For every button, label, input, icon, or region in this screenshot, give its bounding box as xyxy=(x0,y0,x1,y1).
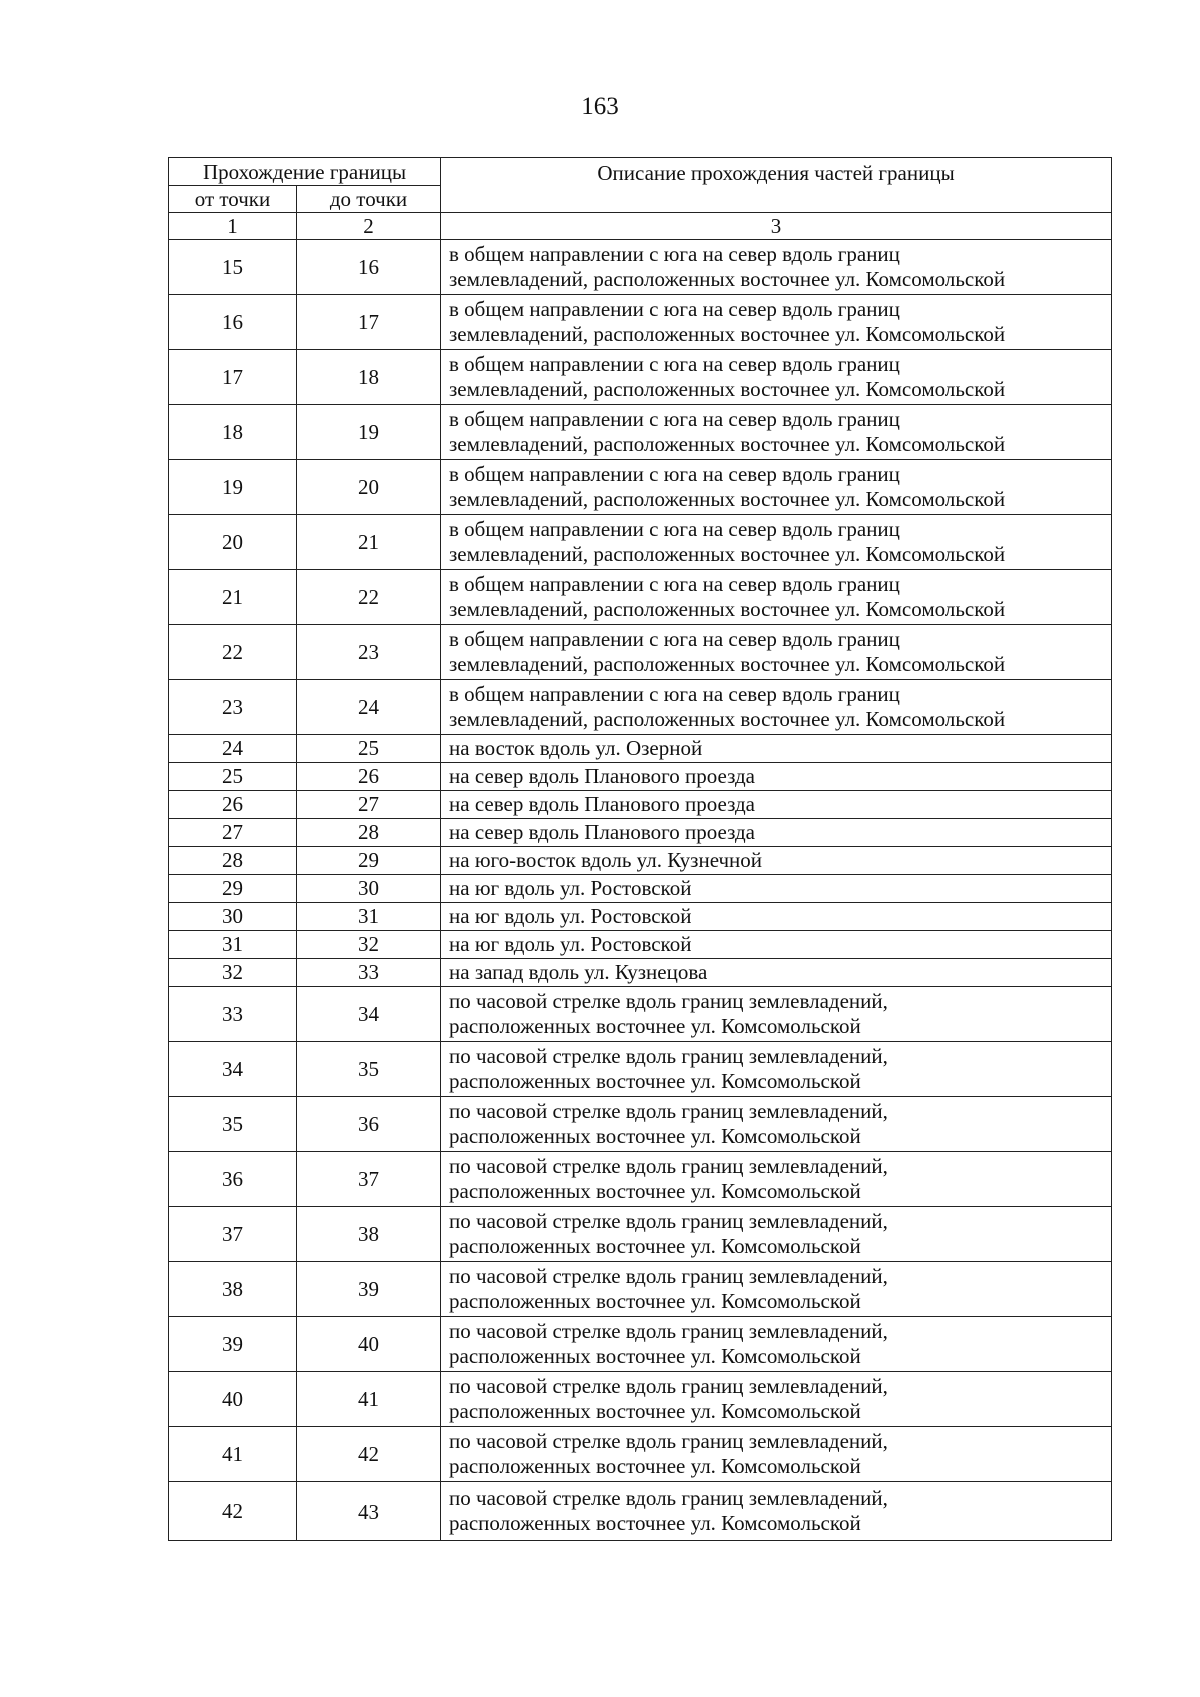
table-row xyxy=(169,625,1112,680)
table-row xyxy=(169,959,1112,987)
table-row xyxy=(169,903,1112,931)
description-line-2: расположенных восточнее ул. Комсомольской xyxy=(449,1124,861,1148)
from-point-cell: 17 xyxy=(169,350,297,405)
from-point-cell: 30 xyxy=(169,903,297,931)
table-row xyxy=(169,1372,1112,1427)
description-line-1: на север вдоль Планового проезда xyxy=(449,792,756,816)
table-row xyxy=(169,405,1112,460)
to-point-cell: 40 xyxy=(297,1317,441,1372)
from-point-cell: 27 xyxy=(169,819,297,847)
description-line-1: по часовой стрелке вдоль границ землевладений, xyxy=(449,1319,888,1343)
description-cell xyxy=(441,350,1112,405)
table-row xyxy=(169,1152,1112,1207)
from-point-cell: 15 xyxy=(169,240,297,295)
to-point-cell: 28 xyxy=(297,819,441,847)
to-point-cell: 25 xyxy=(297,735,441,763)
from-point-cell: 24 xyxy=(169,735,297,763)
description-line-2: землевладений, расположенных восточнее ул. Комсомольской xyxy=(449,707,1006,731)
header-boundary-passage: Прохождение границы xyxy=(169,158,441,186)
description-line-1: по часовой стрелке вдоль границ землевладений, xyxy=(449,1209,888,1233)
description-cell xyxy=(441,1482,1112,1541)
header-from-point: от точки xyxy=(169,186,297,213)
description-line-2: расположенных восточнее ул. Комсомольской xyxy=(449,1344,861,1368)
column-number-2: 2 xyxy=(297,213,441,240)
from-point-cell: 40 xyxy=(169,1372,297,1427)
from-point-cell: 33 xyxy=(169,987,297,1042)
from-point-cell: 32 xyxy=(169,959,297,987)
table-row xyxy=(169,735,1112,763)
to-point-cell: 43 xyxy=(297,1482,441,1541)
to-point-cell: 26 xyxy=(297,763,441,791)
description-line-2: расположенных восточнее ул. Комсомольской xyxy=(449,1234,861,1258)
description-line-2: землевладений, расположенных восточнее ул. Комсомольской xyxy=(449,652,1006,676)
to-point-cell: 29 xyxy=(297,847,441,875)
header-row-group xyxy=(169,158,1112,186)
description-line-1: в общем направлении с юга на север вдоль границ xyxy=(449,517,900,541)
column-number-1: 1 xyxy=(169,213,297,240)
table-row xyxy=(169,1482,1112,1541)
table-row xyxy=(169,791,1112,819)
description-line-1: на юг вдоль ул. Ростовской xyxy=(449,876,692,900)
to-point-cell: 37 xyxy=(297,1152,441,1207)
to-point-cell: 16 xyxy=(297,240,441,295)
header-to-point: до точки xyxy=(297,186,441,213)
description-line-2: землевладений, расположенных восточнее ул. Комсомольской xyxy=(449,322,1006,346)
table-row xyxy=(169,680,1112,735)
to-point-cell: 39 xyxy=(297,1262,441,1317)
description-cell xyxy=(441,1427,1112,1482)
table-row xyxy=(169,1262,1112,1317)
table-row xyxy=(169,240,1112,295)
description-line-2: расположенных восточнее ул. Комсомольской xyxy=(449,1511,861,1535)
table-row xyxy=(169,1317,1112,1372)
description-cell xyxy=(441,763,1112,791)
description-line-1: по часовой стрелке вдоль границ землевладений, xyxy=(449,1374,888,1398)
description-line-2: землевладений, расположенных восточнее ул. Комсомольской xyxy=(449,597,1006,621)
to-point-cell: 19 xyxy=(297,405,441,460)
table-row xyxy=(169,931,1112,959)
from-point-cell: 21 xyxy=(169,570,297,625)
description-cell xyxy=(441,1152,1112,1207)
description-line-2: расположенных восточнее ул. Комсомольской xyxy=(449,1014,861,1038)
description-cell xyxy=(441,515,1112,570)
description-cell xyxy=(441,680,1112,735)
description-cell xyxy=(441,819,1112,847)
description-line-1: на восток вдоль ул. Озерной xyxy=(449,736,703,760)
table-row xyxy=(169,295,1112,350)
description-line-1: на север вдоль Планового проезда xyxy=(449,764,756,788)
from-point-cell: 19 xyxy=(169,460,297,515)
description-line-2: землевладений, расположенных восточнее ул. Комсомольской xyxy=(449,267,1006,291)
from-point-cell: 18 xyxy=(169,405,297,460)
from-point-cell: 38 xyxy=(169,1262,297,1317)
from-point-cell: 34 xyxy=(169,1042,297,1097)
description-line-1: в общем направлении с юга на север вдоль границ xyxy=(449,242,900,266)
to-point-cell: 27 xyxy=(297,791,441,819)
description-line-2: землевладений, расположенных восточнее ул. Комсомольской xyxy=(449,487,1006,511)
to-point-cell: 34 xyxy=(297,987,441,1042)
from-point-cell: 23 xyxy=(169,680,297,735)
to-point-cell: 17 xyxy=(297,295,441,350)
description-cell xyxy=(441,570,1112,625)
description-line-2: расположенных восточнее ул. Комсомольской xyxy=(449,1069,861,1093)
table-row xyxy=(169,875,1112,903)
description-line-2: землевладений, расположенных восточнее ул. Комсомольской xyxy=(449,432,1006,456)
table-row xyxy=(169,1207,1112,1262)
description-line-1: на север вдоль Планового проезда xyxy=(449,820,756,844)
description-cell xyxy=(441,1372,1112,1427)
to-point-cell: 18 xyxy=(297,350,441,405)
description-cell xyxy=(441,735,1112,763)
description-line-2: расположенных восточнее ул. Комсомольской xyxy=(449,1454,861,1478)
to-point-cell: 22 xyxy=(297,570,441,625)
description-cell xyxy=(441,847,1112,875)
description-line-1: по часовой стрелке вдоль границ землевладений, xyxy=(449,1099,888,1123)
description-line-1: в общем направлении с юга на север вдоль границ xyxy=(449,352,900,376)
description-cell xyxy=(441,1262,1112,1317)
to-point-cell: 31 xyxy=(297,903,441,931)
to-point-cell: 35 xyxy=(297,1042,441,1097)
description-cell xyxy=(441,791,1112,819)
from-point-cell: 16 xyxy=(169,295,297,350)
table-row xyxy=(169,819,1112,847)
description-line-1: на юг вдоль ул. Ростовской xyxy=(449,932,692,956)
to-point-cell: 36 xyxy=(297,1097,441,1152)
to-point-cell: 38 xyxy=(297,1207,441,1262)
from-point-cell: 39 xyxy=(169,1317,297,1372)
table-row xyxy=(169,1042,1112,1097)
description-line-1: в общем направлении с юга на север вдоль границ xyxy=(449,407,900,431)
table-row xyxy=(169,1097,1112,1152)
description-line-1: по часовой стрелке вдоль границ землевладений, xyxy=(449,1154,888,1178)
description-line-1: на запад вдоль ул. Кузнецова xyxy=(449,960,708,984)
table-row xyxy=(169,350,1112,405)
from-point-cell: 20 xyxy=(169,515,297,570)
to-point-cell: 32 xyxy=(297,931,441,959)
description-cell xyxy=(441,625,1112,680)
description-cell xyxy=(441,931,1112,959)
to-point-cell: 42 xyxy=(297,1427,441,1482)
from-point-cell: 37 xyxy=(169,1207,297,1262)
table-row xyxy=(169,987,1112,1042)
table-row xyxy=(169,1427,1112,1482)
description-line-1: по часовой стрелке вдоль границ землевладений, xyxy=(449,1429,888,1453)
to-point-cell: 23 xyxy=(297,625,441,680)
description-line-1: в общем направлении с юга на север вдоль границ xyxy=(449,682,900,706)
from-point-cell: 31 xyxy=(169,931,297,959)
from-point-cell: 22 xyxy=(169,625,297,680)
description-line-1: на юго-восток вдоль ул. Кузнечной xyxy=(449,848,763,872)
header-description: Описание прохождения частей границы xyxy=(441,158,1112,213)
column-number-3: 3 xyxy=(441,213,1112,240)
from-point-cell: 28 xyxy=(169,847,297,875)
description-line-1: на юг вдоль ул. Ростовской xyxy=(449,904,692,928)
description-line-1: в общем направлении с юга на север вдоль границ xyxy=(449,462,900,486)
description-cell xyxy=(441,987,1112,1042)
description-line-1: по часовой стрелке вдоль границ землевладений, xyxy=(449,989,888,1013)
from-point-cell: 26 xyxy=(169,791,297,819)
table-row xyxy=(169,847,1112,875)
description-cell xyxy=(441,460,1112,515)
description-cell xyxy=(441,240,1112,295)
to-point-cell: 41 xyxy=(297,1372,441,1427)
page-number: 163 xyxy=(581,93,619,120)
from-point-cell: 25 xyxy=(169,763,297,791)
description-cell xyxy=(441,405,1112,460)
description-cell xyxy=(441,875,1112,903)
description-line-1: по часовой стрелке вдоль границ землевладений, xyxy=(449,1486,888,1510)
header-row-numbers xyxy=(169,213,1112,240)
from-point-cell: 42 xyxy=(169,1482,297,1541)
table-row xyxy=(169,763,1112,791)
from-point-cell: 29 xyxy=(169,875,297,903)
description-line-2: землевладений, расположенных восточнее ул. Комсомольской xyxy=(449,542,1006,566)
to-point-cell: 20 xyxy=(297,460,441,515)
description-line-1: в общем направлении с юга на север вдоль границ xyxy=(449,627,900,651)
description-line-1: по часовой стрелке вдоль границ землевладений, xyxy=(449,1044,888,1068)
to-point-cell: 24 xyxy=(297,680,441,735)
description-cell xyxy=(441,1042,1112,1097)
description-line-2: расположенных восточнее ул. Комсомольской xyxy=(449,1399,861,1423)
description-cell xyxy=(441,1317,1112,1372)
boundary-table xyxy=(168,157,1112,1541)
description-cell xyxy=(441,295,1112,350)
description-line-2: расположенных восточнее ул. Комсомольской xyxy=(449,1179,861,1203)
from-point-cell: 35 xyxy=(169,1097,297,1152)
table-row xyxy=(169,570,1112,625)
to-point-cell: 30 xyxy=(297,875,441,903)
table-row xyxy=(169,460,1112,515)
description-line-1: по часовой стрелке вдоль границ землевладений, xyxy=(449,1264,888,1288)
table-row xyxy=(169,515,1112,570)
description-cell xyxy=(441,903,1112,931)
description-line-1: в общем направлении с юга на север вдоль границ xyxy=(449,572,900,596)
description-cell xyxy=(441,959,1112,987)
description-line-2: расположенных восточнее ул. Комсомольской xyxy=(449,1289,861,1313)
description-cell xyxy=(441,1207,1112,1262)
description-cell xyxy=(441,1097,1112,1152)
description-line-2: землевладений, расположенных восточнее ул. Комсомольской xyxy=(449,377,1006,401)
from-point-cell: 41 xyxy=(169,1427,297,1482)
from-point-cell: 36 xyxy=(169,1152,297,1207)
to-point-cell: 21 xyxy=(297,515,441,570)
to-point-cell: 33 xyxy=(297,959,441,987)
description-line-1: в общем направлении с юга на север вдоль границ xyxy=(449,297,900,321)
